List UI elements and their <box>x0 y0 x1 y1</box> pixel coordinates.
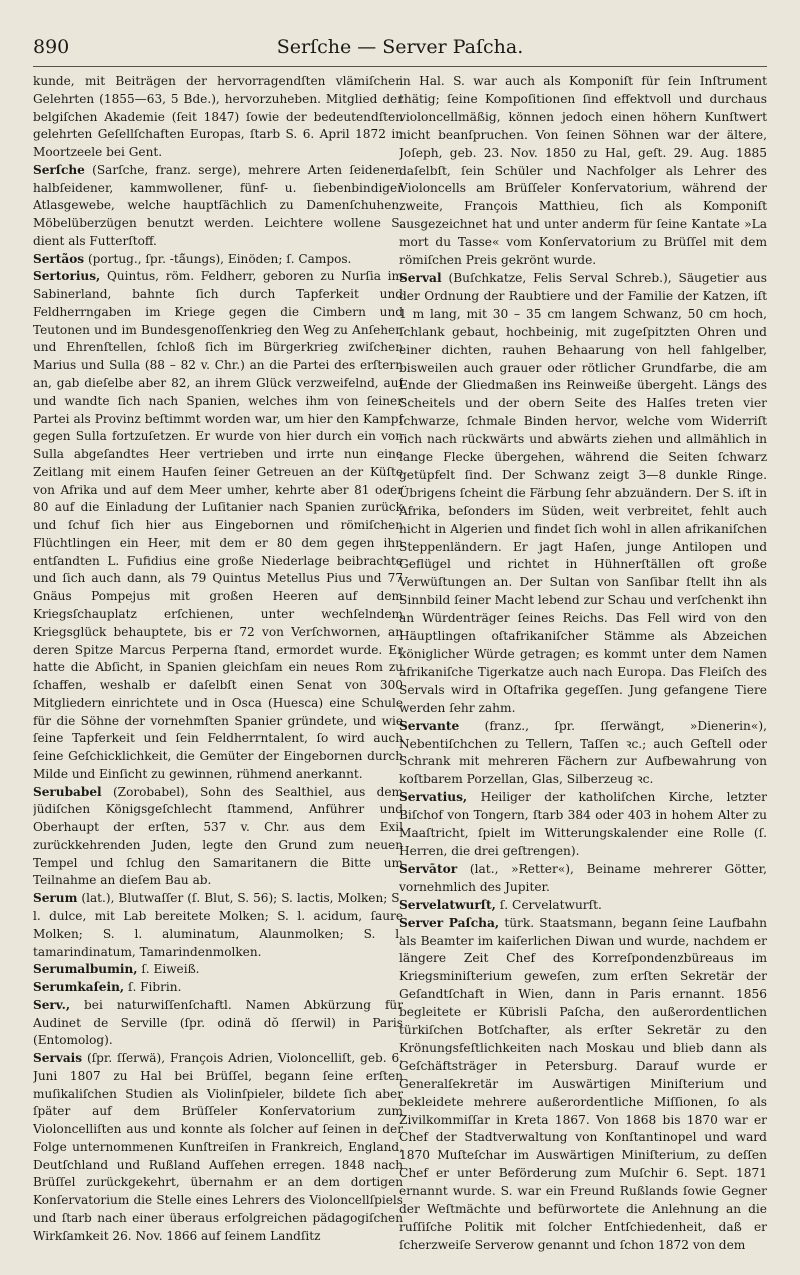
entry: Servātor (lat., »Retter«), Beiname mehrerer Götter, vornehmlich des Jupiter. <box>399 861 767 894</box>
entry: Servais (ſpr. ſſerwä), François Adrien, Violoncelliſt, geb. 6. Juni 1807 zu Hal bei Brüſſel, begann ſeine erſten muſikaliſchen Studien als Violinſpieler, bildete ſich aber ſpäter auf dem Brüſſeler Konſervatorium zum Violoncelliſten aus und konnte als ſolcher auf ſeinen in der Folge unternommenen Kunſtreiſen in Frankreich, England, Deutſchland und Rußland Aufſehen erregen. 1848 nach Brüſſel zurückgekehrt, übernahm er an dem dortigen Konſervatorium die Stelle eines Lehrers des Violoncellſpiels und ſtarb nach einer überaus erfolgreichen pädagogiſchen Wirkſamkeit 26. Nov. 1866 auf ſeinem Landſitz <box>33 1051 403 1243</box>
page-number: 890 <box>33 36 70 58</box>
entry: Serumkaſein, ſ. Fibrin. <box>33 980 182 995</box>
entry: Servatius, Heiliger der katholiſchen Kirche, letzter Biſchof von Tongern, ſtarb 384 oder 403 in hohem Alter zu Maaſtricht, ſpielt im Witterungskalender eine Rolle (ſ. Herren, die drei geſtrengen). <box>399 790 767 858</box>
entry: Serſche (Sarſche, franz. serge), mehrere Arten ſeidener, halbſeidener, kammwollener, fünf- u. ſiebenbindiger Atlasgewebe, welche hauptſächlich zu Damenſchuhen, Möbelüberzügen benutzt werden. Leichtere wollene S. dient als Futterſtoff. <box>33 162 403 248</box>
page-header <box>33 36 767 62</box>
right-column <box>399 73 767 1268</box>
entry: Sertorius, Quintus, röm. Feldherr, geboren zu Nurſia im Sabinerland, bahnte ſich durch Tapferkeit und Feldherrngaben im Kriege gegen die Cimbern und Teutonen und im Bundesgenoſſenkrieg den Weg zu Anſehen und Ehrenſtellen, ſchloß ſich im Bürgerkrieg zwiſchen Marius und Sulla (88 – 82 v. Chr.) an die Partei des erſtern an, gab dieſelbe aber 82, an ihrem Glück verzweifelnd, auf und wandte ſich nach Spanien, welches ihm von ſeiner Partei als Provinz beſtimmt worden war, um hier den Kampf gegen Sulla fortzuſetzen. Er wurde von hier durch ein von Sulla abgeſandtes Heer vertrieben und irrte nun eine Zeitlang mit einem Haufen ſeiner Getreuen an der Küſte von Afrika und auf dem Meer umher, kehrte aber 81 oder 80 auf die Einladung der Luſitanier nach Spanien zurück und ſchuf ſich hier aus Eingebornen und römiſchen Flüchtlingen ein Heer, mit dem er 80 dem gegen ihn entſandten L. Fufidius eine große Niederlage beibrachte und ſich auch dann, als 79 Quintus Metellus Pius und 77 Gnäus Pompejus mit großen Heeren auf dem Kriegsſchauplatz erſchienen, unter wechſelndem Kriegsglück behauptete, bis er 72 von Verſchwornen, an deren Spitze Marcus Perperna ſtand, ermordet wurde. Er hatte die Abſicht, in Spanien gleichſam ein neues Rom zu ſchaffen, weshalb er daſelbſt einen Senat von 300 Mitgliedern einrichtete und in Osca (Huesca) eine Schule für die Söhne der vornehmſten Spanier gründete, und wie ſeine Tapferkeit und ſein Feldherrntalent, ſo wird auch ſeine Geſchicklichkeit, die Gemüter der Eingebornen durch Milde und Einſicht zu gewinnen, rühmend anerkannt. <box>33 269 403 781</box>
entry: kunde, mit Beiträgen der hervorragendſten vlämiſchen Gelehrten (1855—63, 5 Bde.), hervorzuheben. Mitglied der belgiſchen Akademie (ſeit 1847) ſowie der bedeutendſten gelehrten Geſellſchaften Europas, ſtarb S. 6. April 1872 in Moortzeele bei Gent. <box>33 74 403 160</box>
entry: Servante (franz., ſpr. ſſerwängt, »Dienerin«), Nebentiſchchen zu Tellern, Taſſen ꝛc.; auch Geſtell oder Schrank mit mehreren Fächern zur Aufbewahrung von koſtbarem Porzellan, Glas, Silberzeug ꝛc. <box>399 718 767 787</box>
entry: Serumalbumin, ſ. Eiweiß. <box>33 962 200 977</box>
entry: Serum (lat.), Blutwaſſer (ſ. Blut, S. 56); S. lactis, Molken; S. l. dulce, mit Lab bereitete Molken; S. l. acidum, ſaure Molken; S. l. aluminatum, Alaunmolken; S. l. tamarindinatum, Tamarindenmolken. <box>33 891 403 959</box>
entry: Serv., bei naturwiſſenſchaftl. Namen Abkürzung für Audinet de Serville (ſpr. odinä dŏ ſſerwil) in Paris (Entomolog). <box>33 997 403 1048</box>
running-title: Serſche — Server Paſcha. <box>276 36 524 58</box>
header-rule <box>33 66 767 67</box>
left-column <box>33 73 403 1268</box>
entry: Server Paſcha, türk. Staatsmann, begann ſeine Laufbahn als Beamter im kaiſerlichen Diwan und wurde, nachdem er längere Zeit Chef des Korreſpondenzbüreaus im Kriegsminiſterium geweſen, zum erſten Sekretär der Geſandtſchaft in Wien, dann in Paris ernannt. 1856 begleitete er Kübrisli Paſcha, den außerordentlichen türkiſchen Botſchafter, als erſter Sekretär zu den Krönungsfeſtlichkeiten nach Moskau und blieb dann als Geſchäftsträger in Petersburg. Darauf wurde er Generalſekretär im Auswärtigen Miniſterium und bekleidete mehrere außerordentliche Miſſionen, ſo als Zivilkommiſſar in Kreta 1867. Von 1868 bis 1870 war er Chef der Stadtverwaltung von Konſtantinopel und ward 1870 Muſteſchar im Auswärtigen Miniſterium, zu deſſen Chef er unter Beförderung zum Muſchir 6. Sept. 1871 ernannt wurde. S. war ein Freund Rußlands ſowie Gegner der Weſtmächte und befürwortete die Anlehnung an die ruſſiſche Politik mit ſolcher Entſchiedenheit, daß er ſcherzweiſe Serverow genannt und ſchon 1872 von dem <box>399 915 767 1252</box>
entry: Sertãos (portug., ſpr. -tä̃ungs), Einöden; ſ. Campos. <box>33 251 352 266</box>
entry: Serval (Buſchkatze, Felis Serval Schreb.), Säugetier aus der Ordnung der Raubtiere und der Familie der Katzen, iſt 1 m lang, mit 30 – 35 cm langem Schwanz, 50 cm hoch, ſchlank gebaut, hochbeinig, mit zugeſpitzten Ohren und einer dichten, rauhen Behaarung von hell fahlgelber, bisweilen auch grauer oder rötlicher Grundfarbe, die am Ende der Gliedmaßen ins Reinweiße übergeht. Längs des Scheitels und der obern Seite des Halſes treten vier ſchwarze, ſchmale Binden hervor, welche vom Widerriſt ſich nach rückwärts und abwärts ziehen und allmählich in lange Flecke übergehen, während die Seiten ſchwarz getüpfelt ſind. Der Schwanz zeigt 3—8 dunkle Ringe. Übrigens ſcheint die Färbung ſehr abzuändern. Der S. iſt in Afrika, beſonders im Süden, weit verbreitet, fehlt auch nicht in Algerien und findet ſich wohl in allen afrikaniſchen Steppenländern. Er jagt Haſen, junge Antilopen und Geflügel und richtet in Hühnerſtällen oft große Verwüſtungen an. Der Sultan von Sanſibar ſtellt ihn als Sinnbild ſeiner Macht lebend zur Schau und verſchenkt ihn an Würdenträger ſeines Reichs. Das Fell wird von den Häuptlingen oſtafrikaniſcher Stämme als Abzeichen königlicher Würde getragen; es kommt unter dem Namen afrikaniſche Tigerkatze auch nach Europa. Das Fleiſch des Servals wird in Oſtafrika gegeſſen. Jung gefangene Tiere werden ſehr zahm. <box>399 270 767 715</box>
entry: Servelatwurſt, ſ. Cervelatwurſt. <box>399 897 602 912</box>
entry: in Hal. S. war auch als Komponiſt für ſein Inſtrument thätig; ſeine Kompoſitionen ſind effektvoll und durchaus violoncellmäßig, können jedoch einen höhern Kunſtwert nicht beanſpruchen. Von ſeinen Söhnen war der ältere, Joſeph, geb. 23. Nov. 1850 zu Hal, geſt. 29. Aug. 1885 daſelbſt, ſein Schüler und Nachfolger als Lehrer des Violoncells am Brüſſeler Konſervatorium, während der zweite, François Matthieu, ſich als Komponiſt ausgezeichnet hat und unter anderm für ſeine Kantate »La mort du Tasse« vom Konſervatorium zu Brüſſel mit dem römiſchen Preis gekrönt wurde. <box>399 74 767 268</box>
entry: Serubabel (Zorobabel), Sohn des Sealthiel, aus dem jüdiſchen Königsgeſchlecht ſtammend, Anführer und Oberhaupt der erſten, 537 v. Chr. aus dem Exil zurückkehrenden Juden, legte den Grund zum neuen Tempel und ſchlug den Samaritanern die Bitte um Teilnahme an dieſem Bau ab. <box>33 784 403 888</box>
